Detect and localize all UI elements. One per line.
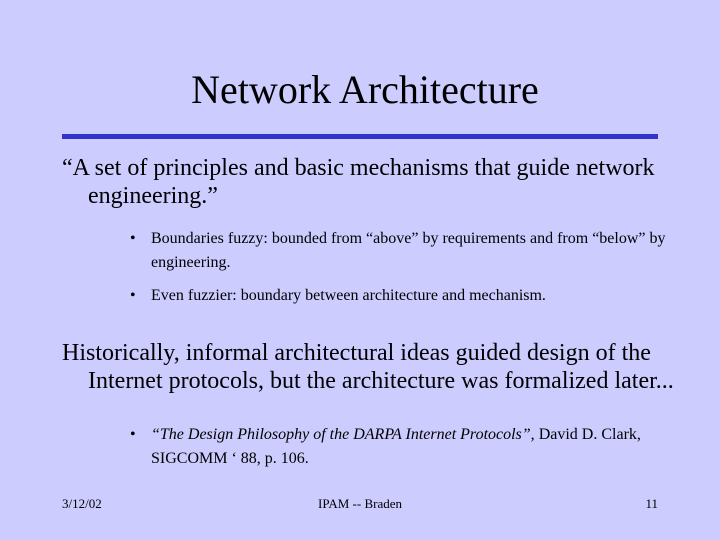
bullet-icon: • <box>130 230 136 247</box>
bullet-item <box>130 227 691 275</box>
bullet-icon: • <box>130 287 136 304</box>
reference-bullet <box>130 423 691 471</box>
bullet-text: Even fuzzier: boundary between architecture and mechanism. <box>151 287 546 304</box>
definition-quote: “A set of principles and basic mechanisms that guide network engineering.” <box>62 155 655 209</box>
title-underline <box>62 134 658 139</box>
historical-note: Historically, informal architectural ideas guided design of the Internet protocols, but the architecture was formalized later... <box>62 340 674 394</box>
bullet-text: Boundaries fuzzy: bounded from “above” by requirements and from “below” by engineering. <box>151 230 666 271</box>
reference-title: “The Design Philosophy of the DARPA Internet Protocols”, <box>151 426 539 443</box>
footer-page-number: 11 <box>645 496 658 511</box>
footer-date: 3/12/02 <box>62 496 102 511</box>
footer-presenter: IPAM -- Braden <box>317 496 402 511</box>
bullet-icon: • <box>130 426 136 443</box>
bullet-item <box>130 284 691 308</box>
reference-details: David D. Clark, SIGCOMM ‘ 88, p. 106. <box>151 426 641 467</box>
slide-title: Network Architecture <box>191 67 539 112</box>
